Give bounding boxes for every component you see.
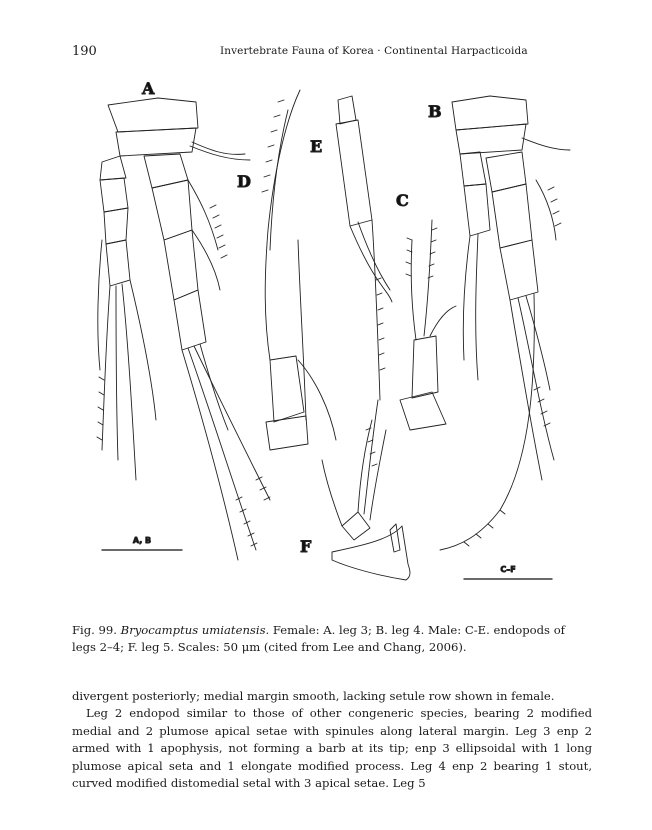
panel-label-d: D: [237, 172, 251, 191]
panel-label-e: E: [310, 137, 323, 156]
figure-caption: [72, 622, 592, 656]
page-number: 190: [72, 44, 97, 59]
scale-label-ab: A, B: [132, 536, 152, 545]
panel-d-drawing: [262, 90, 336, 450]
caption-text: . Female: A. leg 3; B. leg 4. Male: C-E. endopods of legs 2–4; F. leg 5. Scales: 50 μm (cited from Lee and Chang, 2006).: [72, 623, 565, 654]
panel-b-drawing: [440, 96, 570, 550]
figure-drawing: [60, 80, 600, 590]
body-paragraph-1: divergent posteriorly; medial margin smooth, lacking setule row shown in female.: [72, 689, 555, 703]
panel-label-a: A: [142, 80, 155, 98]
panel-label-c: C: [396, 191, 409, 210]
panel-f-drawing: [322, 400, 410, 580]
figure-99: [60, 80, 600, 590]
body-text: [72, 688, 592, 792]
running-title: Invertebrate Fauna of Korea · Continental Harpacticoida: [220, 45, 528, 57]
panel-label-f: F: [300, 537, 312, 556]
caption-species: Bryocamptus umiatensis: [120, 623, 266, 637]
panel-a-leg3-drawing: [97, 98, 270, 560]
panel-e-drawing: [336, 96, 392, 400]
scale-label-cf: C–F: [500, 565, 516, 574]
panel-label-b: B: [428, 102, 442, 121]
panel-c-drawing: [400, 220, 456, 430]
body-paragraph-2: Leg 2 endopod similar to those of other congeneric species, bearing 2 modified medial and 2 plumose apical setae with spinules along lateral margin. Leg 3 enp 2 armed with 1 apophysis, not forming a barb at its tip; enp 3 ellipsoidal with 1 long plumose apical seta and 1 elongate modified process. Leg 4 enp 2 bearing 1 stout, curved modified distomedial setal with 3 apical setae. Leg 5: [72, 706, 592, 791]
caption-fig-number: Fig. 99.: [72, 623, 117, 637]
